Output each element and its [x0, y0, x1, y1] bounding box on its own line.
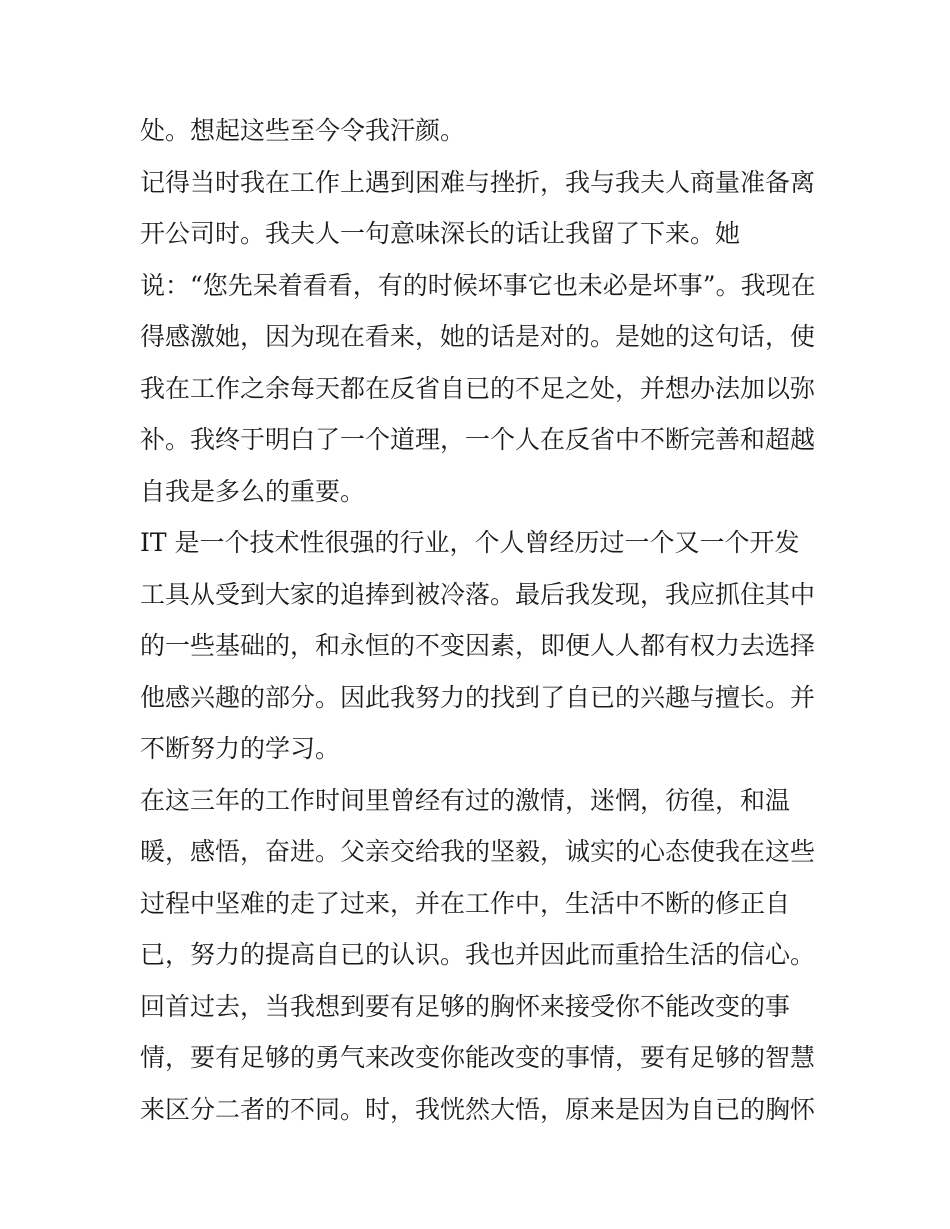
text-line: 的一些基础的，和永恒的不变因素，即便人人都有权力去选择 [140, 631, 816, 660]
text-line: 记得当时我在工作上遇到困难与挫折，我与我夫人商量准备离 [140, 167, 816, 197]
text-line: 情，要有足够的勇气来改变你能改变的事情，要有足够的智慧 [140, 1043, 816, 1072]
text-line: 暖，感悟，奋进。父亲交给我的坚毅，诚实的心态使我在这些 [140, 837, 816, 866]
text-line: 说：“您先呆着看看，有的时候坏事它也未必是坏事”。我现在 [140, 270, 816, 300]
text-line: 回首过去，当我想到要有足够的胸怀来接受你不能改变的事 [140, 991, 791, 1021]
text-line: 已，努力的提高自已的认识。我也并因此而重拾生活的信心。 [140, 940, 816, 969]
text-line: 自我是多么的重要。 [140, 476, 366, 506]
text-line: 在这三年的工作时间里曾经有过的激情，迷惘，彷徨，和温 [140, 785, 791, 815]
text-line: 工具从受到大家的追捧到被冷落。最后我发现，我应抓住其中 [140, 579, 816, 609]
text-line: 来区分二者的不同。时，我恍然大悟，原来是因为自已的胸怀 [140, 1094, 816, 1124]
text-line: 不断努力的学习。 [140, 734, 341, 763]
text-line: 我在工作之余每天都在反省自已的不足之处，并想办法加以弥 [140, 373, 816, 403]
text-line: 处。想起这些至今令我汗颜。 [140, 116, 466, 145]
text-line: 过程中坚难的走了过来，并在工作中，生活中不断的修正自 [140, 888, 791, 918]
text-line: 得感激她，因为现在看来，她的话是对的。是她的这句话，使 [140, 322, 816, 351]
text-line: 补。我终于明白了一个道理，一个人在反省中不断完善和超越 [140, 425, 816, 454]
text-line: 开公司时。我夫人一句意味深长的话让我留了下来。她 [140, 219, 741, 248]
text-line: 他感兴趣的部分。因此我努力的找到了自已的兴趣与擅长。并 [140, 682, 816, 712]
body-text [140, 105, 830, 1135]
text-line: IT 是一个技术性很强的行业，个人曾经历过一个又一个开发 [140, 528, 800, 557]
